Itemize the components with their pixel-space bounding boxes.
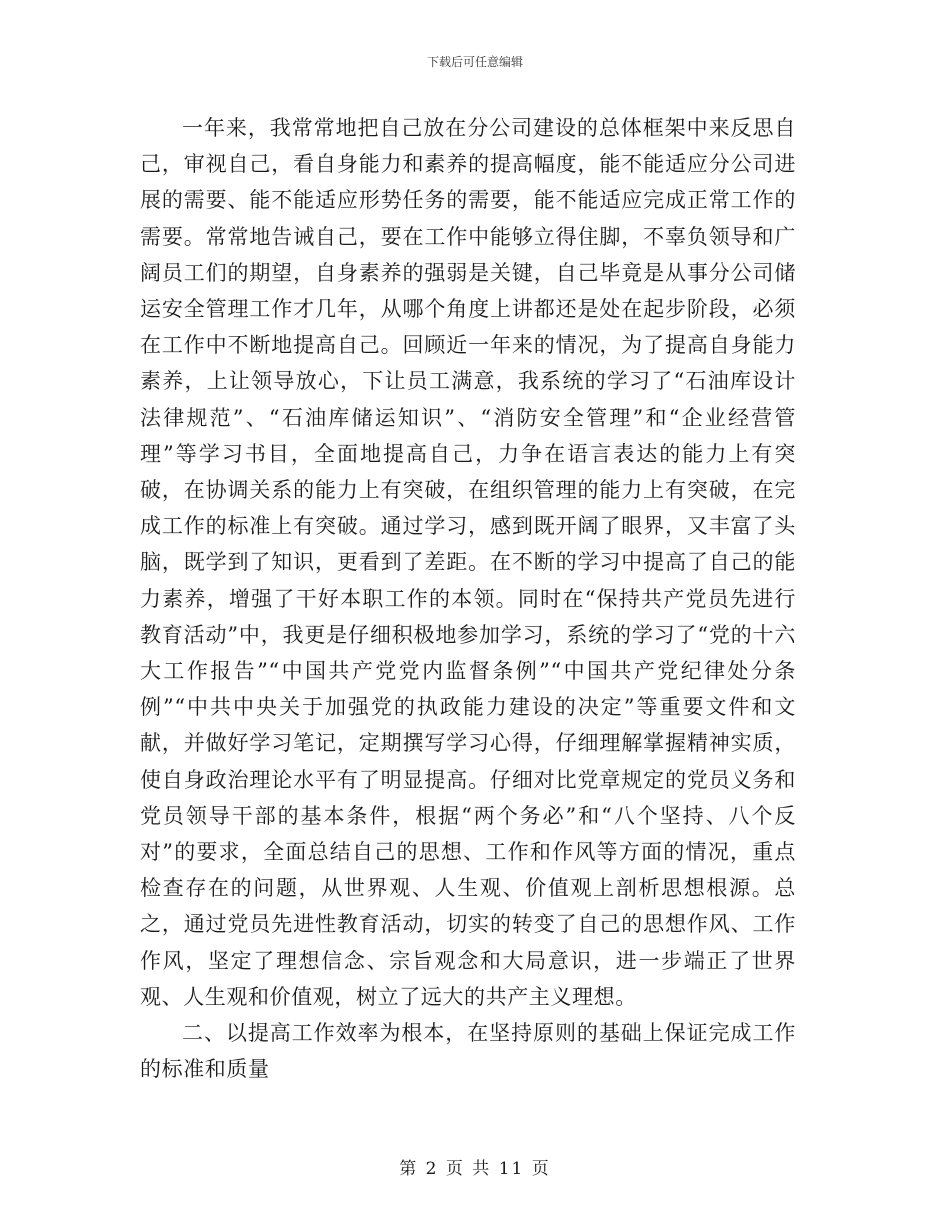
- document-body: [140, 110, 796, 1087]
- body-paragraph-1: 一年来，我常常地把自己放在分公司建设的总体框架中来反思自己，审视自己，看自身能力和素养的提高幅度，能不能适应分公司进展的需要、能不能适应形势任务的需要，能不能适应完成正常工作的需要。常常地告诫自己，要在工作中能够立得住脚，不辜负领导和广阔员工们的期望，自身素养的强弱是关键，自己毕竟是从事分公司储运安全管理工作才几年，从哪个角度上讲都还是处在起步阶段，必须在工作中不断地提高自己。回顾近一年来的情况，为了提高自身能力素养，上让领导放心，下让员工满意，我系统的学习了“石油库设计法律规范”、“石油库储运知识”、“消防安全管理”和“企业经营管理”等学习书目，全面地提高自己，力争在语言表达的能力上有突破，在协调关系的能力上有突破，在组织管理的能力上有突破，在完成工作的标准上有突破。通过学习，感到既开阔了眼界，又丰富了头脑，既学到了知识，更看到了差距。在不断的学习中提高了自己的能力素养，增强了干好本职工作的本领。同时在“保持共产党员先进行教育活动”中，我更是仔细积极地参加学习，系统的学习了“党的十六大工作报告”“中国共产党党内监督条例”“中国共产党纪律处分条例”“中共中央关于加强党的执政能力建设的决定”等重要文件和文献，并做好学习笔记，定期撰写学习心得，仔细理解掌握精神实质，使自身政治理论水平有了明显提高。仔细对比党章规定的党员义务和党员领导干部的基本条件，根据“两个务必”和“八个坚持、八个反对”的要求，全面总结自己的思想、工作和作风等方面的情况，重点检查存在的问题，从世界观、人生观、价值观上剖析思想根源。总之，通过党员先进性教育活动，切实的转变了自己的思想作风、工作作风，坚定了理想信念、宗旨观念和大局意识，进一步端正了世界观、人生观和价值观，树立了远大的共产主义理想。: [140, 116, 796, 1009]
- header-note: 下载后可任意编辑: [426, 55, 523, 69]
- page-number-footer: 第 2 页 共 11 页: [399, 1159, 551, 1179]
- body-paragraph-2: 二、以提高工作效率为根本，在坚持原则的基础上保证完成工作的标准和质量: [140, 1021, 796, 1082]
